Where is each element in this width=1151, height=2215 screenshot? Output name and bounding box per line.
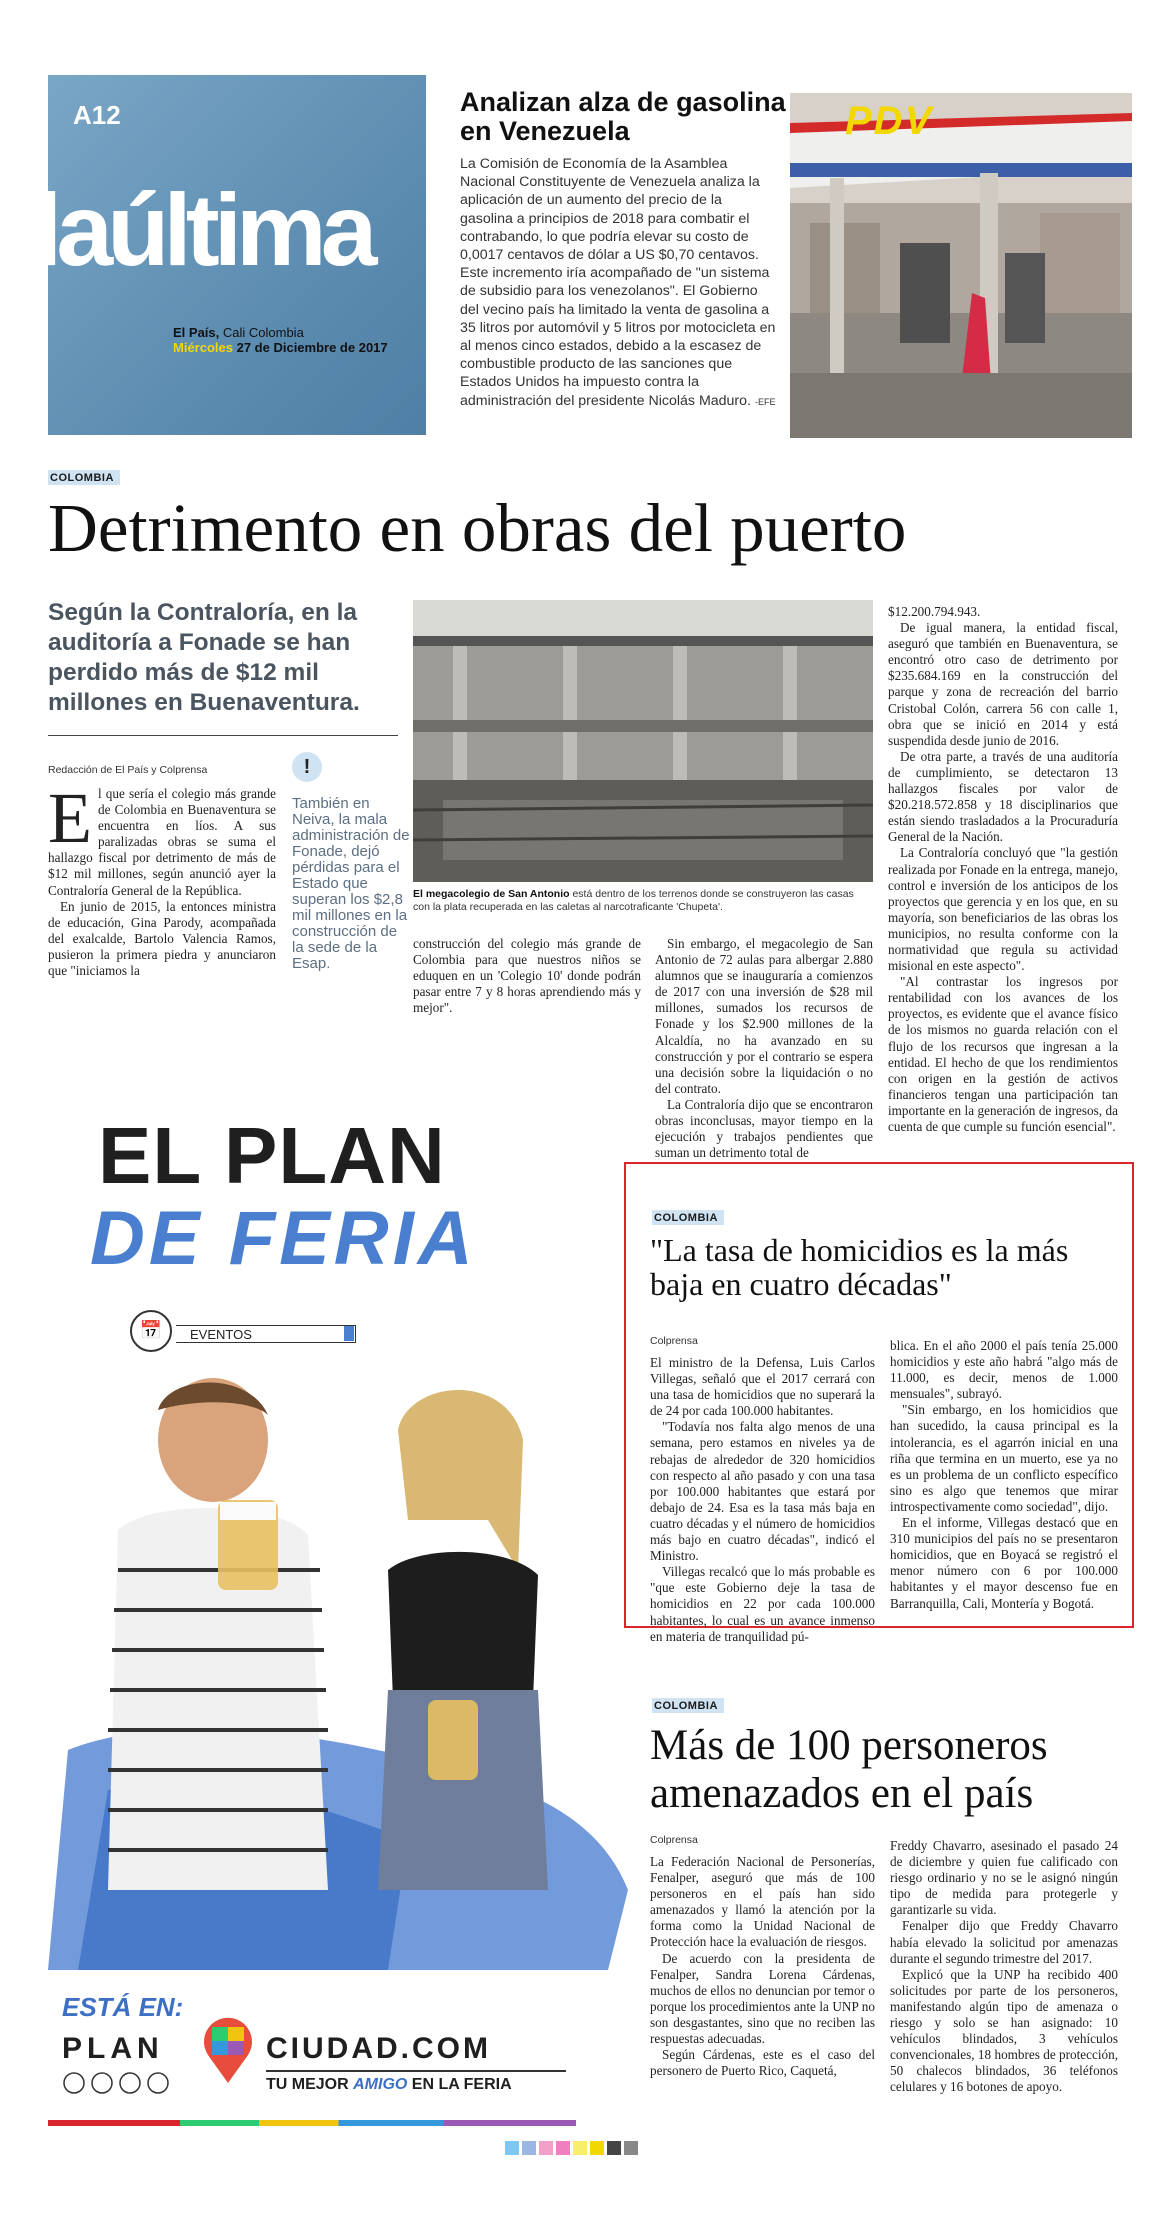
color-registration-marks <box>505 2140 655 2154</box>
brand-plan: PLAN <box>62 2032 164 2065</box>
story2-byline: Colprensa <box>650 1335 698 1347</box>
ad-tagline: TU MEJOR AMIGO EN LA FERIA <box>266 2076 512 2093</box>
story2-col-2: blica. En el año 2000 el país tenía 25.000 homicidios y este año habrá "algo más de 11.000, es decir, menos de 1.000 mensuales", subrayó. "Sin embargo, en los homicidios que han sucedido, la causa principal es la intolerancia, es el agarrón inicial en una riña que termina en un muerto, ese ya no es un problema de un conflicto específico sino es algo que tenemos que mirar introspectivamente como sociedad", dijo. En el informe, Villegas destacó que en 310 municipios del país no se presentaron homicidios, que en Boyacá se registró el menor número con 6 por 100.000 habitantes y el mayor descenso fue en Barranquilla, Cali, Montería y Bogotá. <box>890 1338 1118 1611</box>
story2-headline: "La tasa de homicidios es la más baja en cuatro décadas" <box>650 1232 1069 1302</box>
map-pin-icon <box>198 2015 258 2085</box>
section-tag-3: COLOMBIA <box>652 1698 724 1713</box>
section-tag: COLOMBIA <box>48 470 120 485</box>
ad-photo <box>48 1370 636 1970</box>
story3-headline: Más de 100 personeros amenazados en el país <box>650 1722 1048 1817</box>
section-masthead <box>34 75 426 435</box>
ad-plan-de-feria[interactable] <box>48 1040 636 2118</box>
events-label: EVENTOS <box>190 1327 252 1342</box>
section-title: laúltima <box>34 173 372 287</box>
main-headline: Detrimento en obras del puerto <box>48 490 907 566</box>
drop-cap: E <box>48 778 92 858</box>
gas-station-photo <box>790 93 1151 439</box>
brand-ciudad: CIUDAD.COM <box>266 2032 491 2065</box>
story2-col-1: El ministro de la Defensa, Luis Carlos Villegas, señaló que el 2017 cerrará con una tasa de homicidios que no superará la de 24 por cada 100.000 habitantes. "Todavía nos falta algo menos de una semana, pero estamos en niveles ya de rebajas de alrededor de 320 homicidios con respecto al año pasado y con una tasa por 100.000 habitantes que estará por debajo de 24. Esa es la tasa más baja en cuatro décadas y el número de homicidios más bajo en cuatro décadas", indicó el Ministro. Villegas recalcó que lo más probable es "que este Gobierno deje la tasa de homicidios en 22 por cada 100.000 habitantes, lo cual es un avance inmenso en materia de tranquilidad pú- <box>650 1355 875 1644</box>
photo-credit: EFE / EL PAÍS <box>1144 393 1151 439</box>
top-story-body: La Comisión de Economía de la Asamblea Nacional Constituyente de Venezuela analiza la aplicación de un aumento del precio de la gasolina a principios de 2018 para combatir el contrabando, lo que podría elevar su costo de 0,0017 centavos de dólar a US $0,70 centavos. Este incremento iría acompañado de "un sistema de subsidio para los venezolanos". El Gobierno del vecino país ha limitado la venta de gasolina a 35 litros por automóvil y 5 litros por motocicleta en al menos cinco estados, debido a la escasez de combustible producto de las sanciones que Estados Unidos ha impuesto contra la administración del presidente Nicolás Maduro. -EFE <box>460 156 776 409</box>
main-byline: Redacción de El País y Colprensa <box>48 764 208 776</box>
section-tag-2: COLOMBIA <box>652 1210 724 1225</box>
pdv-sign: PDV <box>845 99 934 143</box>
main-col-1: El que sería el colegio más grande de Colombia en Buenaventura se encuentra en líos. A sus paralizadas obras se suma el hallazgo fiscal por detrimento de más de $12 mil millones, según anunció ayer la Contraloría General de la República. En junio de 2015, la entonces ministra de educación, Gina Parody, acompañada del exalcalde, Bartolo Valencia Ramos, pusieron la primera piedra y anunciaron que "iniciamos la <box>48 778 276 979</box>
page-number: A12 <box>73 100 121 130</box>
photo-caption: El megacolegio de San Antonio está dentro de los terrenos donde se construyeron las casas con la plata recuperada en las caletas al narcotraficante 'Chupeta'. <box>413 888 854 913</box>
callout-text: También en Neiva, la mala administración de Fonade, dejó pérdidas para el Estado que superan los $2,8 mil millones en la construcción de la sede de la Esap. <box>292 795 410 972</box>
main-col-3: Sin embargo, el megacolegio de San Antonio de 72 aulas para albergar 2.880 alumnos que se inauguraría a comienzos de 2017 con una inversión de $28 mil millones, sumados los recursos de Fonade y los $2.900 millones de la Alcaldía, no ha avanzado en su construcción y por el contrario se espera una decisión sobre la liquidación o no del contrato. La Contraloría dijo que se encontraron obras inconclusas, mayor tiempo en la ejecución y trabajos pendientes que suman un detrimento total de <box>655 936 873 1161</box>
main-deck: Según la Contraloría, en la auditoría a Fonade se han perdido más de $12 mil millones en Buenaventura. <box>48 599 360 716</box>
esta-en-label: ESTÁ EN: <box>62 1992 184 2022</box>
alert-icon: ! <box>292 752 322 782</box>
ad-title-2: DE FERIA <box>90 1196 477 1281</box>
story3-col-2: Freddy Chavarro, asesinado el pasado 24 de diciembre y quien fue calificado con riesgo ordinario y no se le asignó ningún tipo de medida para protegerle y garantizarle su vida. Fenalper dijo que Freddy Chavarro había elevado la solicitud por amenazas durante el segundo trimestre del 2017. Explicó que la UNP ha recibido 400 solicitudes por parte de los personeros, manifestando algún tipo de amenaza o riesgo y solo se han asignado: 10 vehículos blindados, 3 vehículos convencionales, 18 hombres de protección, 50 chalecos blindados, 36 teléfonos celulares y 16 botones de apoyo. <box>890 1838 1118 2095</box>
ad-color-strip <box>48 2120 576 2126</box>
top-story-headline: Analizan alza de gasolina en Venezuela <box>460 87 786 146</box>
photo-credit-2: FOTO: HENRY RAMÍREZ / EL PAÍS <box>875 780 882 885</box>
main-col-4: $12.200.794.943. De igual manera, la entidad fiscal, aseguró que también en Buenaventura, se encontró otro caso de detrimento por $235.684.169 en la construcción del parque y zona de recreación del barrio Cristobal Colón, carrera 56 con calle 1, obra que se inició en 2014 y está suspendida desde junio de 2016. De otra parte, a través de una auditoría de cumplimiento, se detectaron 13 hallazgos fiscales por valor de $20.218.572.858 y 18 disciplinarios que están siendo trasladados a la Procuraduría General de la Nación. La Contraloría concluyó que "la gestión realizada por Fonade en la entrega, manejo, control e inversión de los anticipos de los proyectos que gerencia y en los que, en su mayoría, son beneficiarios de las obras los municipios, no resulta conforme con la normatividad que regula su actividad misional en este aspecto". "Al contrastar los ingresos por rentabilidad con los avances de los proyectos, es evidente que el avance físico de los mismos no guarda relación con el flujo de los recursos que ingresan a la entidad. El hecho de que los rendimientos con origen en la gestión de activos financieros tengan una participación tan importante en la generación de ingresos, da cuenta de que cumple su función esencial". <box>888 604 1118 1134</box>
construction-photo <box>413 600 882 885</box>
calendar-icon: 📅 <box>130 1310 172 1352</box>
dateline: El País, Cali Colombia Miércoles 27 de Diciembre de 2017 <box>173 325 388 355</box>
service-icons <box>62 2070 192 2096</box>
story3-byline: Colprensa <box>650 1834 698 1846</box>
main-col-2: construcción del colegio más grande de Colombia para que nuestros niños se eduquen en un 'Colegio 10' donde podrán pasar entre 7 y 8 horas aprendiendo más y mejor". <box>413 936 641 1016</box>
ad-title-1: EL PLAN <box>98 1111 446 1200</box>
story3-col-1: La Federación Nacional de Personerías, Fenalper, aseguró que más de 100 personeros en el país han sido amenazados y llamó la atención por la forma como la Unidad Nacional de Protección hace la evaluación de riesgos. De acuerdo con la presidenta de Fenalper, Sandra Lorena Cárdenas, muchos de ellos no denuncian por temor o porque los procedimientos ante la UNP no son desgastantes, sino que no reciben las respuestas adecuadas. Según Cárdenas, este es el caso del personero de Puerto Rico, Caquetá, <box>650 1854 875 2079</box>
